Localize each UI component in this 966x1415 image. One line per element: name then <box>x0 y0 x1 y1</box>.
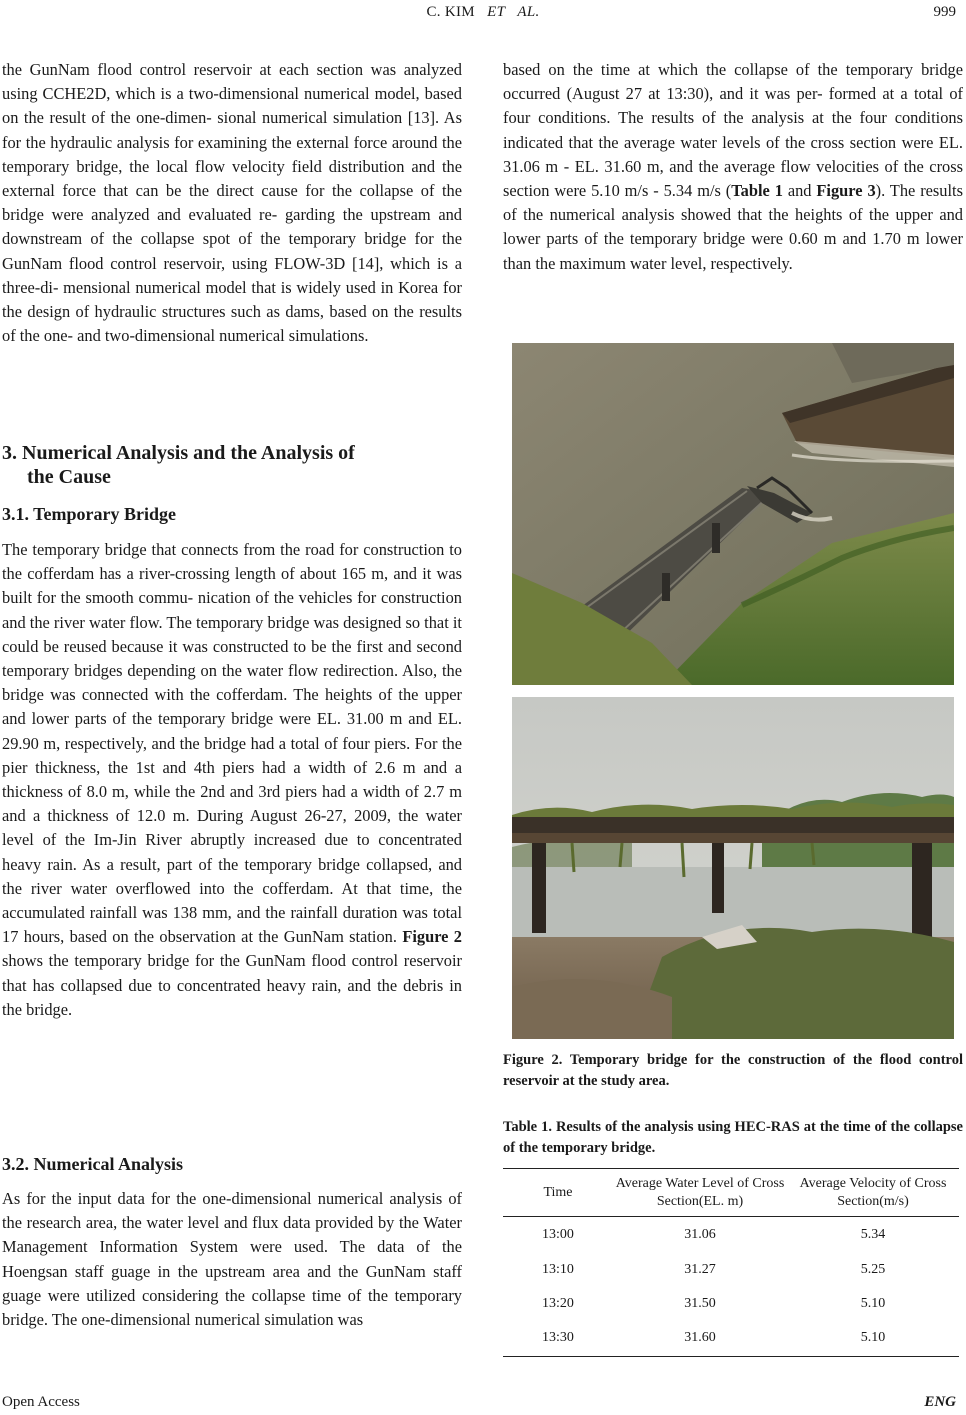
right-paragraph-1 <box>503 58 963 276</box>
table-row <box>503 1321 959 1357</box>
paragraph-text: ). The results of the numerical analysis showed that the heights of the upper and lower parts of the temporary bridge were 0.60 m and 1.70 m lower than the maximum water level, respectively. <box>503 181 963 273</box>
table-row <box>503 1217 959 1253</box>
subsection-3-1-heading: 3.1. Temporary Bridge <box>2 504 176 524</box>
table-cell: 31.06 <box>684 1226 716 1242</box>
table-cell: 5.10 <box>860 1330 886 1346</box>
subsection-3-2-heading: 3.2. Numerical Analysis <box>2 1154 184 1174</box>
table-cell: 13:10 <box>542 1261 574 1277</box>
header-et: ET <box>487 4 506 20</box>
table-cell: 5.25 <box>860 1261 886 1277</box>
header-author: C. KIM <box>426 4 475 20</box>
column-header-velocity: Average Velocity of Cross Section(m/s) <box>799 1175 947 1209</box>
page-number: 999 <box>933 4 956 20</box>
paragraph-text: the GunNam flood control reservoir at each section was analyzed using CCHE2D, which is a two-dimensional numerical model, based on the result of the one-dimen- sional numerical simulation [13]. As for the hydraulic analysis for examining the external force around the temporary bridge, the local flow velocity field distribution and the external force that can be the direct cause for the collapse of the bridge were analyzed and evaluated re- garding the upstream and downstream of the collapse spot of the temporary bridge for the GunNam flood control reservoir, using FLOW-3D [14], which is a three-di- mensional numerical model that is widely used in Korea for the design of hydraulic structures such as dams, based on the results of the one- and two-dimensional numerical simulations. <box>2 60 462 346</box>
left-paragraph-1 <box>2 58 462 348</box>
table-cell: 13:30 <box>542 1330 574 1346</box>
table-1-reference[interactable]: Table 1 <box>731 181 783 201</box>
section-3-heading-line2: the Cause <box>27 466 111 488</box>
paragraph-text: shows the temporary bridge for the GunNam flood control reservoir that has collapsed due to concentrated heavy rain, and the debris in the bridge. <box>2 951 462 1019</box>
section-3-heading <box>2 441 472 489</box>
left-paragraph-2 <box>2 538 462 1022</box>
table-cell: 31.60 <box>684 1330 716 1346</box>
header-al: AL. <box>517 4 540 20</box>
figure-2-reference[interactable]: Figure 2 <box>402 927 462 947</box>
figure-3-reference[interactable]: Figure 3 <box>816 181 876 201</box>
collapsed-bridge-photo <box>512 343 954 685</box>
table-row <box>503 1287 959 1321</box>
table-cell: 5.34 <box>860 1226 886 1242</box>
column-header-water-level: Average Water Level of Cross Section(EL. m) <box>615 1175 785 1209</box>
table-cell: 31.27 <box>684 1261 716 1277</box>
footer-journal-name: ENG <box>924 1394 956 1410</box>
table-cell: 13:20 <box>542 1295 574 1311</box>
table-row <box>503 1253 959 1287</box>
paragraph-text: based on the time at which the collapse of the temporary bridge occurred (August 27 at 13:30), and it was per- formed at a total of four conditions. The results of the analysis at the four conditions indicated that the average water levels of the cross section were EL. 31.06 m - EL. 31.60 m, and the average flow velocities of the cross section were 5.10 m/s - 5.34 m/s ( <box>503 60 963 201</box>
table-cell: 5.10 <box>860 1295 886 1311</box>
paragraph-text: and <box>782 181 817 201</box>
table-cell: 13:00 <box>542 1226 574 1242</box>
left-paragraph-3 <box>2 1187 462 1332</box>
section-3-heading-line1: 3. Numerical Analysis and the Analysis of <box>2 442 355 464</box>
table-cell: 31.50 <box>684 1295 716 1311</box>
figure-2-caption: Figure 2. Temporary bridge for the construction of the flood control reservoir at the study area. <box>503 1052 963 1089</box>
footer-open-access: Open Access <box>2 1394 80 1410</box>
paragraph-text: As for the input data for the one-dimensional numerical analysis of the research area, the water level and flux data provided by the Water Management Information System were used. The data of the Hoengsan staff guage in the upstream area and the GunNam staff guage were utilized considering the collapse time of the temporary bridge. The one-dimensional numerical simulation was <box>2 1189 462 1330</box>
column-header-time: Time <box>543 1184 573 1200</box>
table-header-row <box>503 1169 959 1217</box>
paragraph-text: The temporary bridge that connects from the road for construction to the cofferdam has a river-crossing length of about 165 m, and it was built for the smooth commu- nication of the vehicles for construction and the river water flow. The temporary bridge was designed so that it could be reused because it was constructed to be the first and second temporary bridges depending on the water flow redirection. Also, the bridge was connected with the cofferdam. The heights of the upper and lower parts of the temporary bridge were EL. 31.00 m and EL. 29.90 m, respectively, and the bridge had a total of four piers. For the pier thickness, the 1st and 4th piers had a width of 2.6 m and a thickness of 8.0 m, while the 2nd and 3rd piers had a width of 2.7 m and a thickness of 12.0 m. During August 26-27, 2009, the water level of the Im-Jin River abruptly increased due to concentrated heavy rain. As a result, part of the temporary bridge collapsed, and the river water overflowed into the cofferdam. At that time, the accumulated rainfall was 138 mm, and the rainfall duration was total 17 hours, based on the observation at the GunNam station. <box>2 540 462 947</box>
table-1-caption: Table 1. Results of the analysis using HEC-RAS at the time of the collapse of the temporary bridge. <box>503 1119 963 1156</box>
results-table <box>503 1168 959 1357</box>
bridge-debris-photo <box>512 697 954 1039</box>
running-header <box>0 4 966 21</box>
